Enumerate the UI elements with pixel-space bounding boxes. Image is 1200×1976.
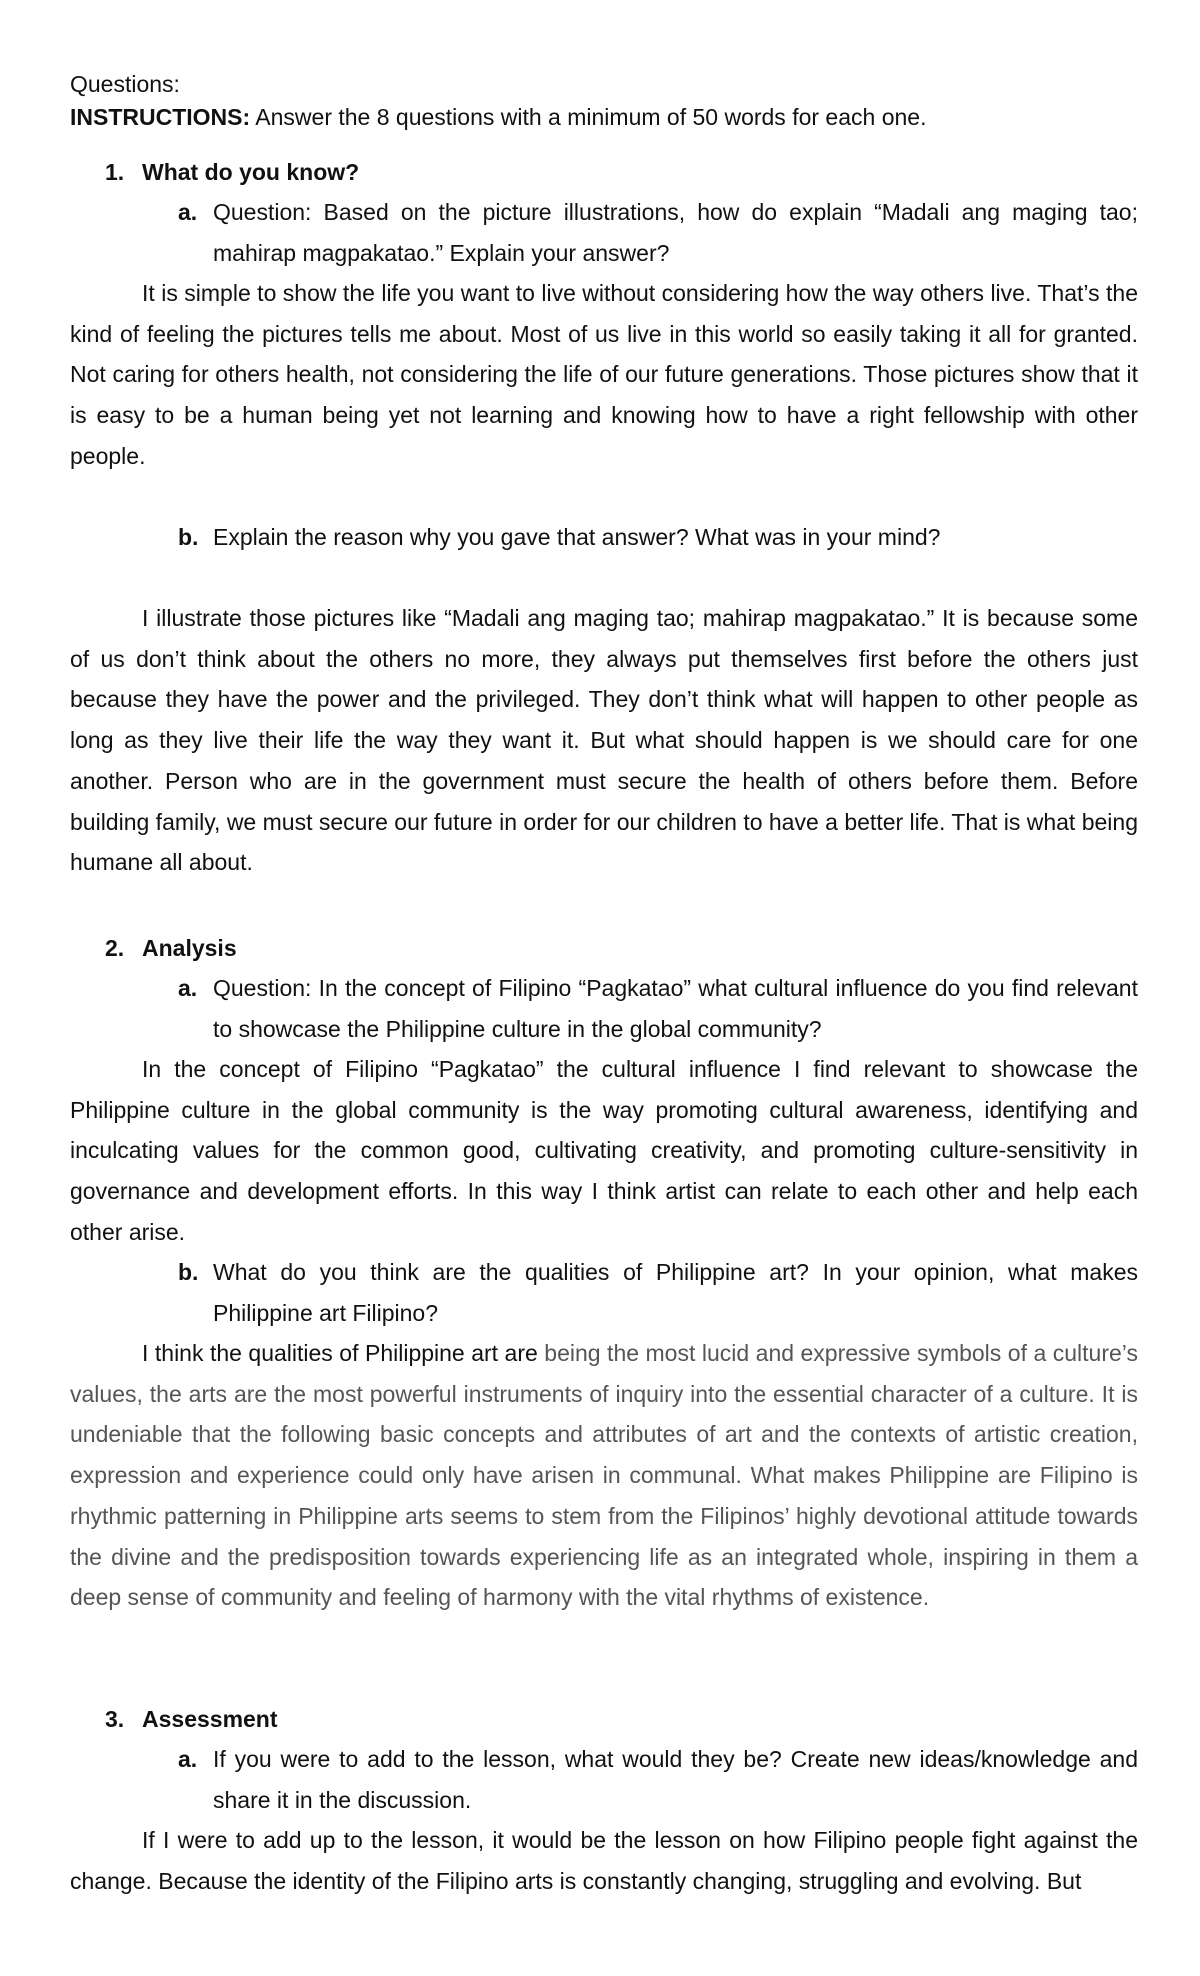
sub-question — [178, 1252, 1138, 1333]
question-text: What do you think are the qualities of Philippine art? In your opinion, what makes Philippine art Filipino? — [213, 1259, 1138, 1326]
question-text: Explain the reason why you gave that answer? What was in your mind? — [213, 524, 941, 550]
item-label: a. — [178, 975, 198, 1001]
section-heading: 3. Assessment — [105, 1706, 278, 1732]
page-title: Questions: — [70, 71, 180, 97]
question-text: If you were to add to the lesson, what would they be? Create new ideas/knowledge and share it in the discussion. — [213, 1746, 1138, 1813]
item-label: a. — [178, 199, 198, 225]
answer-lead: I think the qualities of Philippine art are — [142, 1340, 545, 1366]
sub-question — [178, 192, 1138, 273]
answer-quoted: being the most lucid and expressive symbols of a culture’s values, the arts are the most powerful instruments of inquiry into the essential character of a culture. It is undeniable that the following basic concepts and attributes of art and the contexts of artistic creation, expression and experience could only have arisen in communal. What makes Philippine are Filipino is rhythmic patterning in Philippine arts seems to stem from the Filipinos’ highly devotional attitude towards the divine and the predisposition towards experiencing life as an integrated whole, inspiring in them a deep sense of community and feeling of harmony with the vital rhythms of existence. — [70, 1340, 1138, 1611]
question-text: Question: Based on the picture illustrations, how do explain “Madali ang maging tao; mahirap magpakatao.” Explain your answer? — [213, 199, 1138, 266]
section-title: Assessment — [142, 1706, 278, 1732]
question-text: Question: In the concept of Filipino “Pagkatao” what cultural influence do you find relevant to showcase the Philippine culture in the global community? — [213, 975, 1138, 1042]
section-title: What do you know? — [142, 159, 360, 185]
instructions-text: Answer the 8 questions with a minimum of 50 words for each one. — [250, 104, 927, 130]
answer-paragraph — [70, 1333, 1138, 1618]
answer-paragraph: It is simple to show the life you want to live without considering how the way others live. That’s the kind of feeling the pictures tells me about. Most of us live in this world so easily taking it all for granted. Not caring for others health, not considering the life of our future generations. Those pictures show that it is easy to be a human being yet not learning and knowing how to have a right fellowship with other people. — [70, 280, 1138, 469]
item-label: b. — [178, 524, 199, 550]
instructions-label: INSTRUCTIONS: — [70, 104, 251, 130]
section-heading: 2. Analysis — [105, 935, 237, 961]
sub-question — [178, 517, 1138, 558]
answer-paragraph: If I were to add up to the lesson, it would be the lesson on how Filipino people fight against the change. Because the identity of the Filipino arts is constantly changing, struggling and evolving. But — [70, 1827, 1138, 1894]
answer-paragraph: I illustrate those pictures like “Madali ang maging tao; mahirap magpakatao.” It is because some of us don’t think about the others no more, they always put themselves first before the others just because they have the power and the privileged. They don’t think what will happen to other people as long as they live their life the way they want it. But what should happen is we should care for one another. Person who are in the government must secure the health of others before them. Before building family, we must secure our future in order for our children to have a better life. That is what being humane all about. — [70, 605, 1138, 876]
item-label: b. — [178, 1259, 199, 1285]
instructions — [70, 101, 926, 133]
item-label: a. — [178, 1746, 198, 1772]
sub-question — [178, 968, 1138, 1049]
sub-question — [178, 1739, 1138, 1820]
section-heading: 1. What do you know? — [105, 159, 360, 185]
section-title: Analysis — [142, 935, 237, 961]
answer-paragraph: In the concept of Filipino “Pagkatao” the cultural influence I find relevant to showcase the Philippine culture in the global community is the way promoting cultural awareness, identifying and inculcating values for the common good, cultivating creativity, and promoting culture-sensitivity in governance and development efforts. In this way I think artist can relate to each other and help each other arise. — [70, 1056, 1138, 1245]
